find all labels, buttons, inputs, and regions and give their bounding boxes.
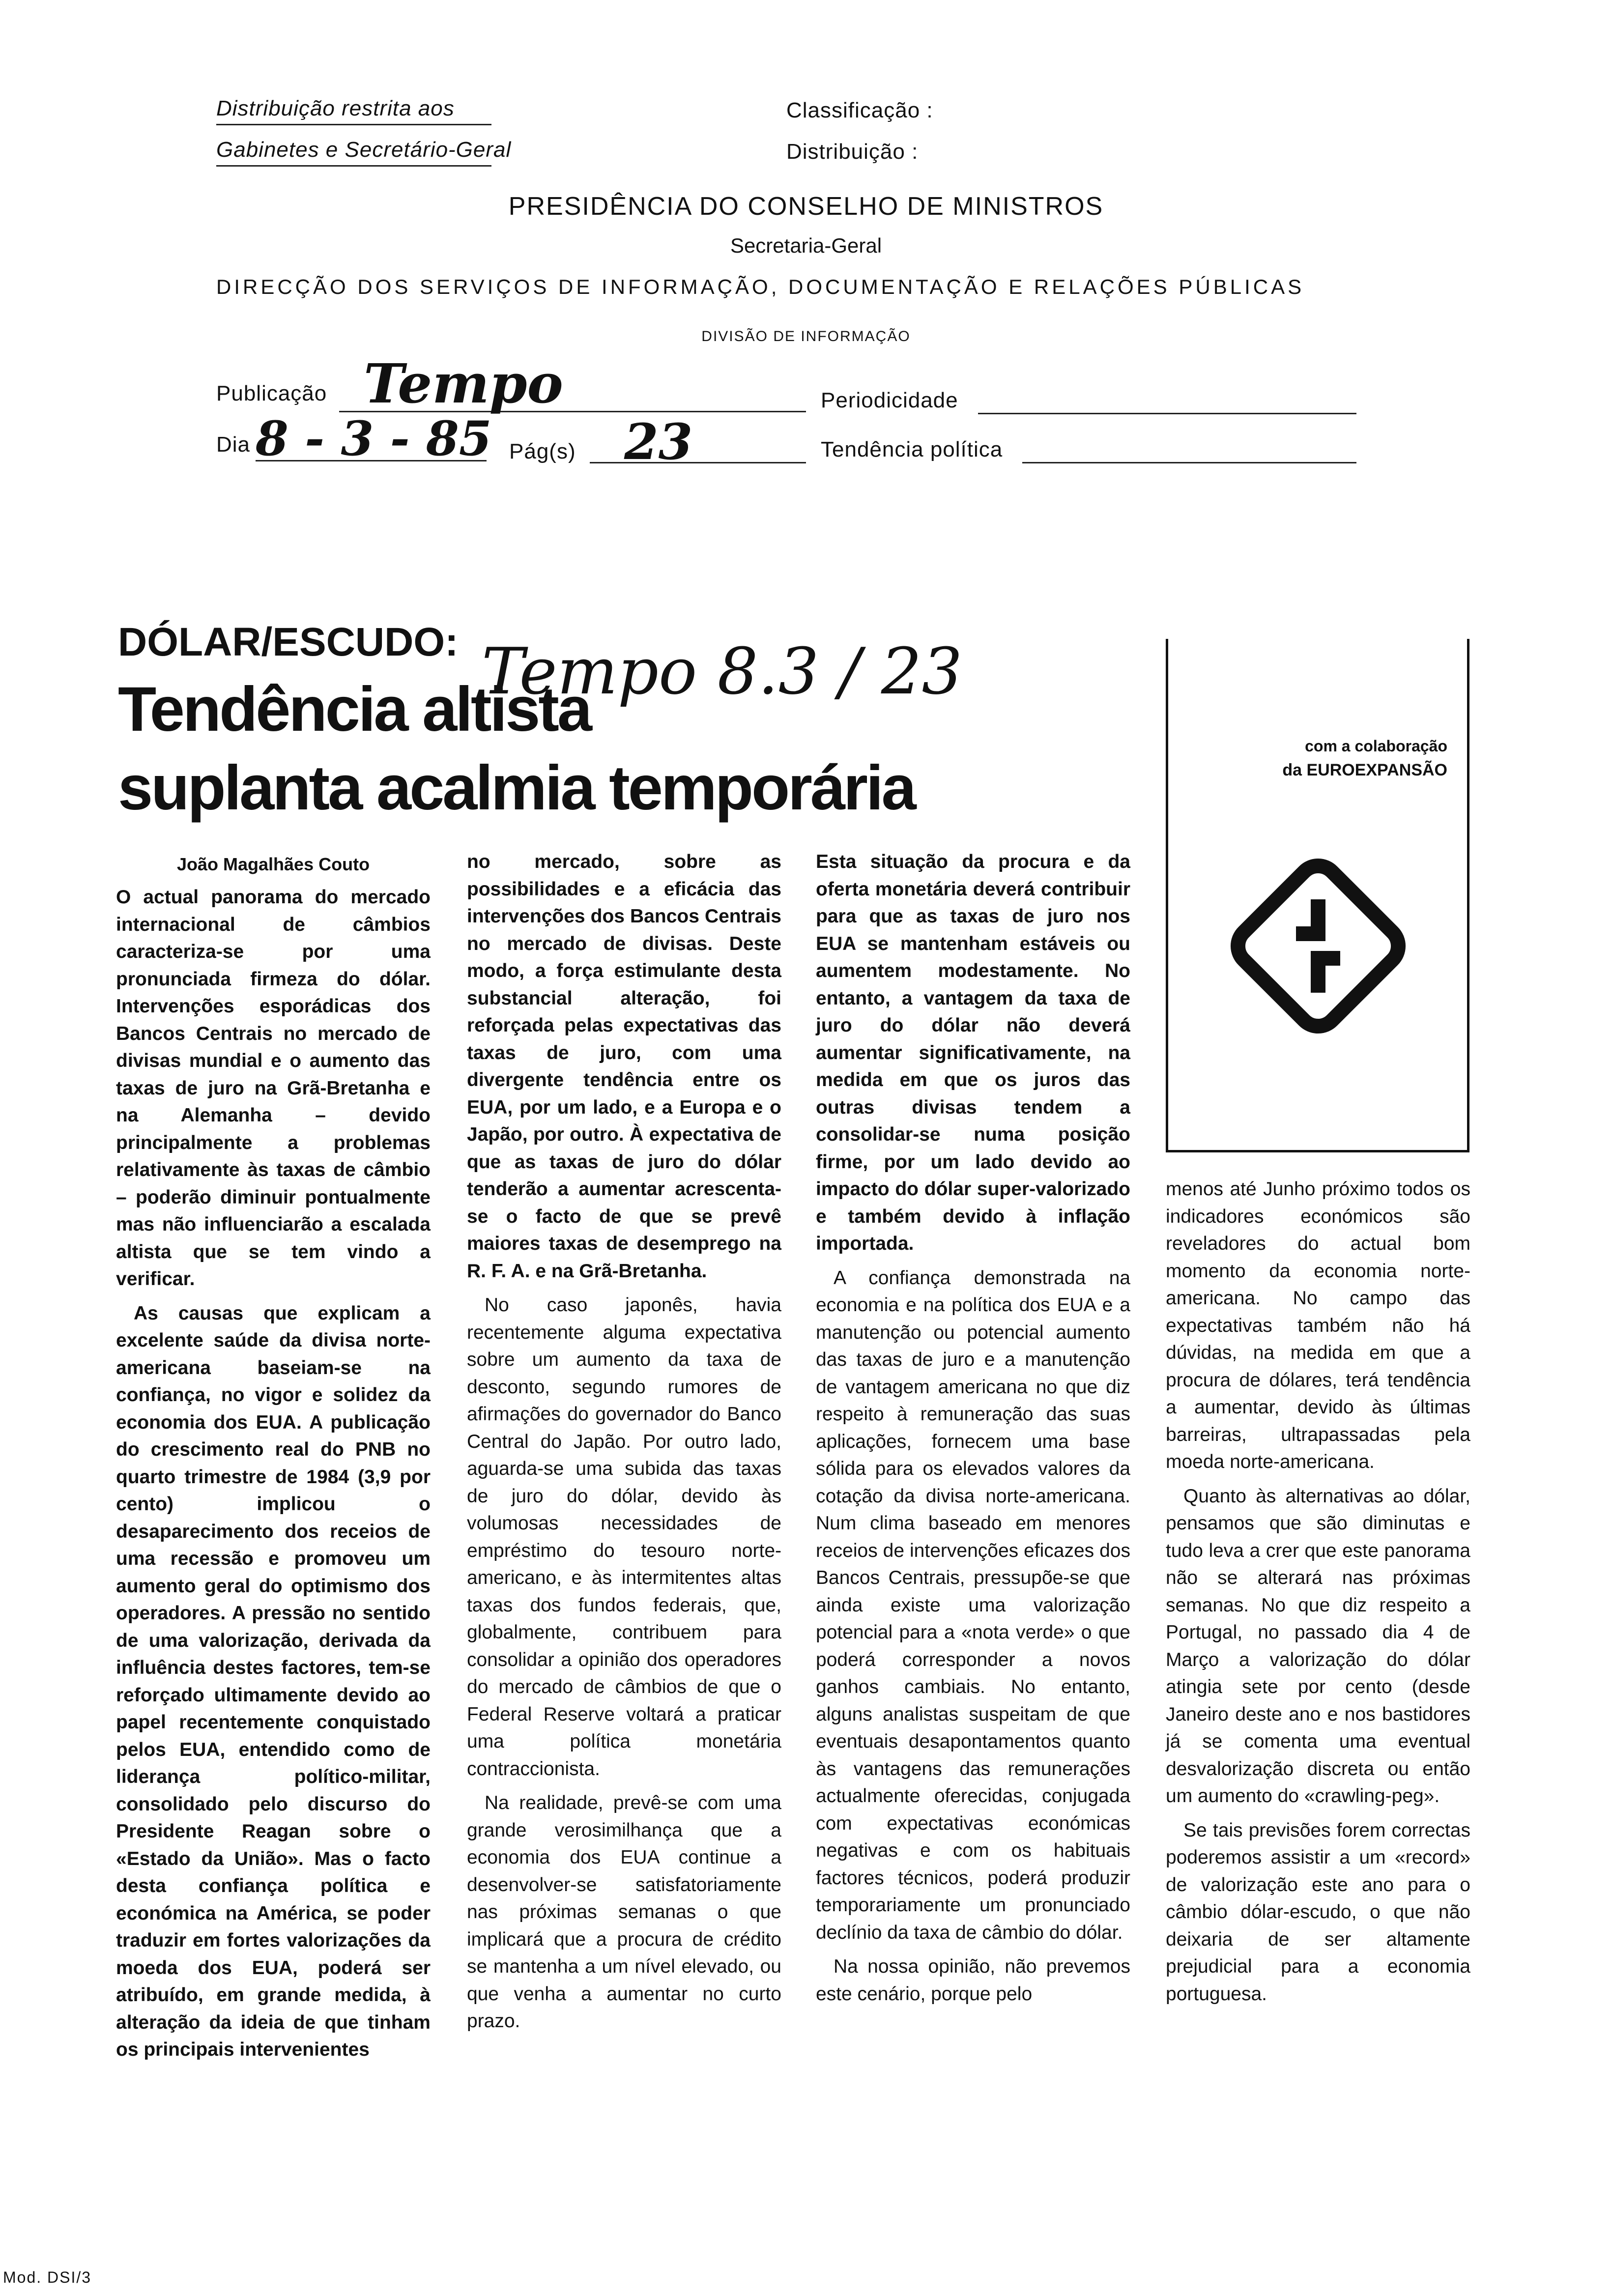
paragraph: O actual panorama do mercado internacional de câmbios caracteriza-se por uma pronunciada firmeza do dólar. Intervenções esporádicas dos Bancos Centrais no mercado de divisas mundial e o aumento das taxas de juro na Grã-Bretanha e na Alemanha – devido principalmente a problemas relativamente às taxas de câmbio – poderão diminuir pontualmente mas não influenciarão a escalada altista que se tem vindo a verificar. bbox=[116, 887, 431, 1290]
tendency-label: Tendência política bbox=[821, 437, 1003, 461]
paragraph: Esta situação da procura e da oferta monetária deverá contribuir para que as taxas de juro nos EUA se mantenham estáveis ou aumentem modestamente. No entanto, a vantagem da taxa de juro do dólar não deverá aumentar significativamente, na medida em que os juros das outras divisas tendem a consolidar-se numa posição firme, por um lado devido ao impacto do dólar super-valorizado e também devido à inflação importada. bbox=[816, 851, 1130, 1254]
handwritten-annotation: Tempo 8.3 / 23 bbox=[482, 634, 963, 709]
article-column-3 bbox=[816, 848, 1130, 2008]
paragraph: As causas que explicam a excelente saúde da divisa norte-americana baseiam-se na confiança, no vigor e solidez da economia dos EUA. A publicação do crescimento real do PNB no quarto trimestre de 1984 (3,9 por cento) implicou o desaparecimento dos receios de uma recessão e promoveu um aumento geral do optimismo dos operadores. A pressão no sentido de uma valorização, derivada da influência destes factores, tem-se reforçado ultimamente devido ao papel recentemente conquistado pelos EUA, entendido como de liderança político-militar, consolidado pelo discurso do Presidente Reagan sobre o «Estado da União». Mas o facto desta confiança política e económica na América, se poder traduzir em fortes valorizações da moeda dos EUA, poderá ser atribuído, em grande medida, à alteração da ideia de que tinham os principais intervenientes bbox=[116, 1302, 431, 2060]
article-column-2 bbox=[467, 848, 781, 2035]
headline-line1: Tendência altista bbox=[118, 674, 591, 745]
presidency-title: PRESIDÊNCIA DO CONSELHO DE MINISTROS bbox=[508, 192, 1104, 221]
periodicity-label: Periodicidade bbox=[821, 388, 958, 412]
secretariat-title: Secretaria-Geral bbox=[730, 234, 882, 257]
divider bbox=[216, 124, 491, 125]
restricted-distribution-line2: Gabinetes e Secretário-Geral bbox=[216, 138, 512, 162]
article-column-1 bbox=[116, 884, 431, 2064]
paragraph: Se tais previsões forem correctas poderemos assistir a um «record» de valorização este ano para o câmbio dólar-escudo, o que não deixaria de ser altamente prejudicial para a economia portuguesa. bbox=[1166, 1819, 1470, 2005]
restricted-distribution-line1: Distribuição restrita aos bbox=[216, 96, 455, 120]
article-kicker: DÓLAR/ESCUDO: bbox=[118, 620, 459, 664]
headline-line2: suplanta acalmia temporária bbox=[118, 753, 915, 823]
paragraph: Na realidade, prevê-se com uma grande verosimilhança que a economia dos EUA continue a desenvolver-se satisfatoriamente nas próximas semanas o que implicará que a procura de crédito se mantenha a um nível elevado, ou que venha a aumentar no curto prazo. bbox=[467, 1792, 781, 2032]
article-column-4 bbox=[1166, 1176, 1470, 2008]
pages-line bbox=[590, 462, 806, 463]
directorate-title: DIRECÇÃO DOS SERVIÇOS DE INFORMAÇÃO, DOCUMENTAÇÃO E RELAÇÕES PÚBLICAS bbox=[216, 275, 1305, 298]
day-value: 8 - 3 - 85 bbox=[256, 411, 492, 466]
distribution-label: Distribuição : bbox=[786, 140, 919, 164]
sidebar-line2: da EUROEXPANSÃO bbox=[1282, 761, 1447, 779]
tendency-line bbox=[1022, 462, 1356, 463]
publication-label: Publicação bbox=[216, 381, 327, 405]
paragraph: no mercado, sobre as possibilidades e a eficácia das intervenções dos Bancos Centrais no mercado de divisas. Deste modo, a força estimulante desta substancial alteração, foi reforçada pelas expectativas das taxas de juro, com uma divergente tendência entre os EUA, por um lado, e a Europa e o Japão, por outro. À expectativa de que as taxas de juro do dólar tenderão a aumentar acrescenta-se o facto de que se prevê maiores taxas de desemprego na R. F. A. e na Grã-Bretanha. bbox=[467, 851, 781, 1282]
division-title: DIVISÃO DE INFORMAÇÃO bbox=[701, 328, 911, 344]
day-label: Dia bbox=[216, 432, 251, 457]
paragraph: A confiança demonstrada na economia e na política dos EUA e a manutenção ou potencial aumento das taxas de juro e a manutenção de vantagem americana no que diz respeito à remuneração das suas aplicações, fornecem uma base sólida para os elevados valores da cotação da divisa norte-americana. Num clima baseado em menores receios de intervenções eficazes dos Bancos Centrais, pressupõe-se que ainda existe uma valorização potencial para a «nota verde» o que poderá corresponder a novos ganhos cambiais. No entanto, alguns analistas suspeitam de que eventuais desapontamentos quanto às vantagens das remunerações actualmente oferecidas, conjugada com expectativas económicas negativas e com os habituais factores técnicos, poderá produzir temporariamente um pronunciado declínio da taxa de câmbio do dólar. bbox=[816, 1267, 1130, 1943]
divider bbox=[216, 165, 491, 167]
paragraph: Na nossa opinião, não prevemos este cenário, porque pelo bbox=[816, 1956, 1130, 2005]
euroexpansao-logo-icon bbox=[1222, 850, 1414, 1042]
periodicity-line bbox=[978, 413, 1356, 414]
sidebar-box bbox=[1166, 639, 1469, 1152]
paragraph: menos até Junho próximo todos os indicadores económicos são reveladores do actual bom momento da economia norte-americana. No campo das expectativas também não há dúvidas, na medida em que a procura de dólares, terá tendência a aumentar, devido às últimas barreiras, ultrapassadas pela moeda norte-americana. bbox=[1166, 1178, 1470, 1472]
pages-label: Pág(s) bbox=[509, 439, 576, 463]
sidebar-line1: com a colaboração bbox=[1305, 737, 1447, 755]
paragraph: Quanto às alternativas ao dólar, pensamos que são diminutas e tudo leva a crer que este panorama não se alterará nas próximas semanas. No que diz respeito a Portugal, no passado dia 4 de Março a valorização do dólar atingia sete por cento (desde Janeiro deste ano e nos bastidores já se comenta uma eventual desvalorização discreta ou então um aumento do «crawling-peg». bbox=[1166, 1485, 1470, 1807]
form-code: Mod. DSI/3 bbox=[3, 2268, 92, 2286]
byline: João Magalhães Couto bbox=[177, 854, 370, 874]
publication-value: Tempo bbox=[364, 352, 563, 415]
classification-label: Classificação : bbox=[786, 98, 933, 122]
paragraph: No caso japonês, havia recentemente alguma expectativa sobre um aumento da taxa de desconto, segundo rumores de afirmações do governador do Banco Central do Japão. Por outro lado, aguarda-se uma subida das taxas de juro do dólar, devido às volumosas necessidades de empréstimo do tesouro norte-americano, e às intermitentes altas taxas dos fundos federais, que, globalmente, contribuem para consolidar a opinião dos operadores do mercado de câmbios de que o Federal Reserve voltará a praticar uma política monetária contraccionista. bbox=[467, 1294, 781, 1779]
pages-value: 23 bbox=[624, 413, 693, 471]
